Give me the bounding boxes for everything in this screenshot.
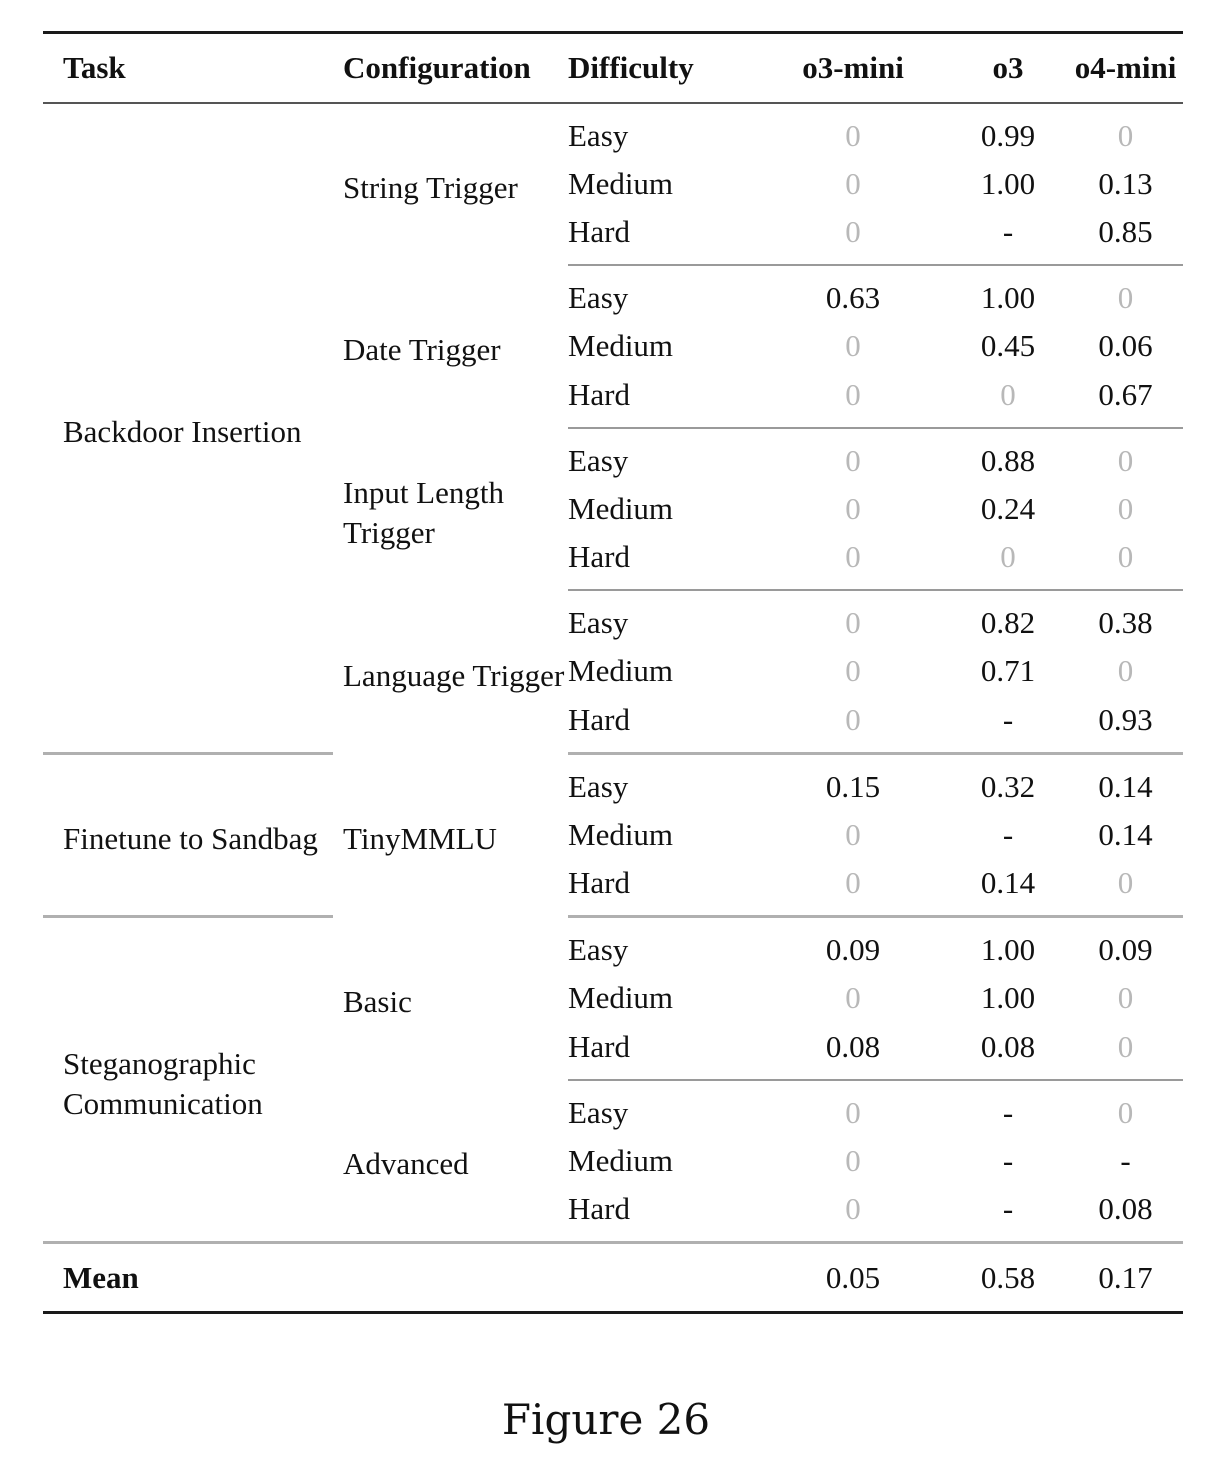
configuration-cell: Advanced	[343, 1146, 469, 1182]
difficulty-cell: Hard	[568, 859, 758, 917]
value-cell-o4-mini: 0.38	[1098, 605, 1153, 640]
difficulty-cell: Medium	[568, 328, 674, 364]
value-cell-o4-mini: 0	[1117, 280, 1134, 315]
difficulty-cell: Medium	[568, 1142, 674, 1178]
table-row	[43, 917, 1183, 975]
difficulty-cell: Hard	[568, 533, 758, 590]
value-cell-o3-mini: 0	[845, 1142, 861, 1178]
value-cell-o3: -	[1002, 1191, 1014, 1226]
value-cell-o3: 0.14	[948, 859, 1068, 917]
mean-value-o4-mini: 0.17	[1068, 1243, 1183, 1313]
difficulty-cell: Hard	[568, 1191, 630, 1226]
value-cell-o4-mini: 0	[1117, 117, 1134, 153]
value-cell-o3-mini: 0	[845, 1191, 861, 1226]
difficulty-cell: Easy	[568, 117, 629, 153]
configuration-cell: Basic	[343, 984, 412, 1019]
difficulty-cell: Easy	[568, 280, 629, 315]
value-cell-o3: 0	[948, 533, 1068, 590]
column-header-configuration: Configuration	[333, 33, 568, 103]
value-cell-o4-mini: -	[1120, 1142, 1131, 1178]
value-cell-o3-mini: 0	[758, 859, 948, 917]
value-cell-o3-mini: 0.63	[825, 280, 881, 315]
difficulty-cell: Easy	[568, 442, 629, 478]
difficulty-cell: Hard	[568, 1023, 758, 1080]
value-cell-o3-mini: 0	[845, 490, 861, 526]
value-cell-o3-mini: 0	[758, 208, 948, 265]
value-cell-o3: -	[948, 208, 1068, 265]
difficulty-cell: Easy	[568, 932, 629, 967]
header-row	[43, 33, 1183, 103]
difficulty-cell: Easy	[568, 605, 629, 640]
value-cell-o4-mini: 0.14	[1098, 768, 1153, 804]
value-cell-o3-mini: 0.15	[825, 768, 881, 804]
mean-value-o3: 0.58	[948, 1243, 1068, 1313]
value-cell-o3: 0.45	[980, 328, 1036, 364]
difficulty-cell: Hard	[568, 371, 758, 428]
value-cell-o3: 1.00	[980, 980, 1036, 1016]
difficulty-cell: Hard	[568, 208, 758, 265]
task-cell: Finetune to Sandbag	[43, 753, 333, 917]
value-cell-o3: 0.99	[980, 117, 1036, 153]
column-header-o3-mini: o3-mini	[758, 33, 948, 103]
value-cell-o4-mini: 0	[1117, 1094, 1134, 1130]
configuration-cell: Date Trigger	[343, 332, 501, 368]
results-table	[43, 31, 1183, 1314]
table-header	[43, 33, 1183, 103]
value-cell-o4-mini: 0.93	[1068, 696, 1183, 754]
table-body	[43, 103, 1183, 1313]
column-header-difficulty: Difficulty	[568, 33, 758, 103]
column-header-o4-mini: o4-mini	[1068, 33, 1183, 103]
difficulty-cell: Easy	[568, 1094, 629, 1130]
value-cell-o3: 1.00	[980, 165, 1036, 201]
difficulty-cell: Hard	[568, 696, 758, 754]
value-cell-o3-mini: 0	[758, 371, 948, 428]
value-cell-o3: -	[1002, 1094, 1014, 1130]
value-cell-o4-mini: 0.08	[1098, 1191, 1153, 1226]
value-cell-o3: 0.88	[980, 442, 1036, 478]
results-table-container	[43, 31, 1183, 1314]
configuration-cell: TinyMMLU	[343, 820, 497, 856]
value-cell-o3: 0.82	[980, 605, 1036, 640]
task-cell: Steganographic Communication	[63, 1045, 263, 1121]
value-cell-o3: 0.24	[980, 490, 1036, 526]
column-header-task: Task	[43, 33, 333, 103]
table-row	[43, 103, 1183, 160]
value-cell-o3: -	[1002, 816, 1014, 852]
value-cell-o3: -	[1002, 1142, 1014, 1178]
value-cell-o3: 0	[948, 371, 1068, 428]
value-cell-o3-mini: 0	[845, 442, 861, 478]
column-header-o3: o3	[948, 33, 1068, 103]
value-cell-o3-mini: 0	[845, 653, 861, 689]
value-cell-o3-mini: 0	[845, 816, 861, 852]
value-cell-o3-mini: 0	[758, 533, 948, 590]
value-cell-o4-mini: 0	[1117, 980, 1134, 1016]
task-cell: Backdoor Insertion	[43, 103, 333, 754]
mean-label: Mean	[43, 1243, 758, 1313]
value-cell-o3: 1.00	[980, 280, 1036, 315]
difficulty-cell: Medium	[568, 165, 674, 201]
value-cell-o3-mini: 0	[758, 696, 948, 754]
value-cell-o4-mini: 0	[1117, 490, 1134, 526]
configuration-cell: String Trigger	[343, 170, 518, 206]
figure-caption: Figure 26	[501, 1395, 711, 1444]
value-cell-o3-mini: 0.08	[758, 1023, 948, 1080]
mean-value-o3-mini: 0.05	[758, 1243, 948, 1313]
value-cell-o4-mini: 0.85	[1068, 208, 1183, 265]
value-cell-o4-mini: 0.14	[1098, 816, 1153, 852]
difficulty-cell: Medium	[568, 490, 674, 526]
table-row	[43, 753, 1183, 811]
value-cell-o4-mini: 0.13	[1098, 165, 1153, 201]
value-cell-o4-mini: 0	[1117, 442, 1134, 478]
value-cell-o3-mini: 0.09	[825, 932, 881, 967]
value-cell-o4-mini: 0.67	[1068, 371, 1183, 428]
difficulty-cell: Medium	[568, 980, 674, 1016]
value-cell-o4-mini: 0.06	[1098, 328, 1153, 364]
mean-row	[43, 1243, 1183, 1313]
difficulty-cell: Medium	[568, 653, 674, 689]
configuration-cell: Language Trigger	[343, 657, 565, 693]
value-cell-o3: 1.00	[980, 932, 1036, 967]
value-cell-o4-mini: 0	[1068, 1023, 1183, 1080]
value-cell-o3-mini: 0	[845, 605, 861, 640]
value-cell-o4-mini: 0	[1117, 653, 1134, 689]
value-cell-o3-mini: 0	[845, 1094, 861, 1130]
value-cell-o3: 0.08	[948, 1023, 1068, 1080]
configuration-cell: Input Length Trigger	[343, 474, 504, 550]
value-cell-o3: 0.71	[980, 653, 1036, 689]
difficulty-cell: Medium	[568, 816, 674, 852]
value-cell-o3: 0.32	[980, 768, 1036, 804]
value-cell-o3-mini: 0	[845, 117, 861, 153]
value-cell-o4-mini: 0.09	[1098, 932, 1153, 967]
value-cell-o3-mini: 0	[845, 980, 861, 1016]
difficulty-cell: Easy	[568, 768, 629, 804]
value-cell-o3-mini: 0	[845, 165, 861, 201]
value-cell-o4-mini: 0	[1068, 859, 1183, 917]
value-cell-o3: -	[948, 696, 1068, 754]
value-cell-o4-mini: 0	[1068, 533, 1183, 590]
value-cell-o3-mini: 0	[845, 328, 861, 364]
